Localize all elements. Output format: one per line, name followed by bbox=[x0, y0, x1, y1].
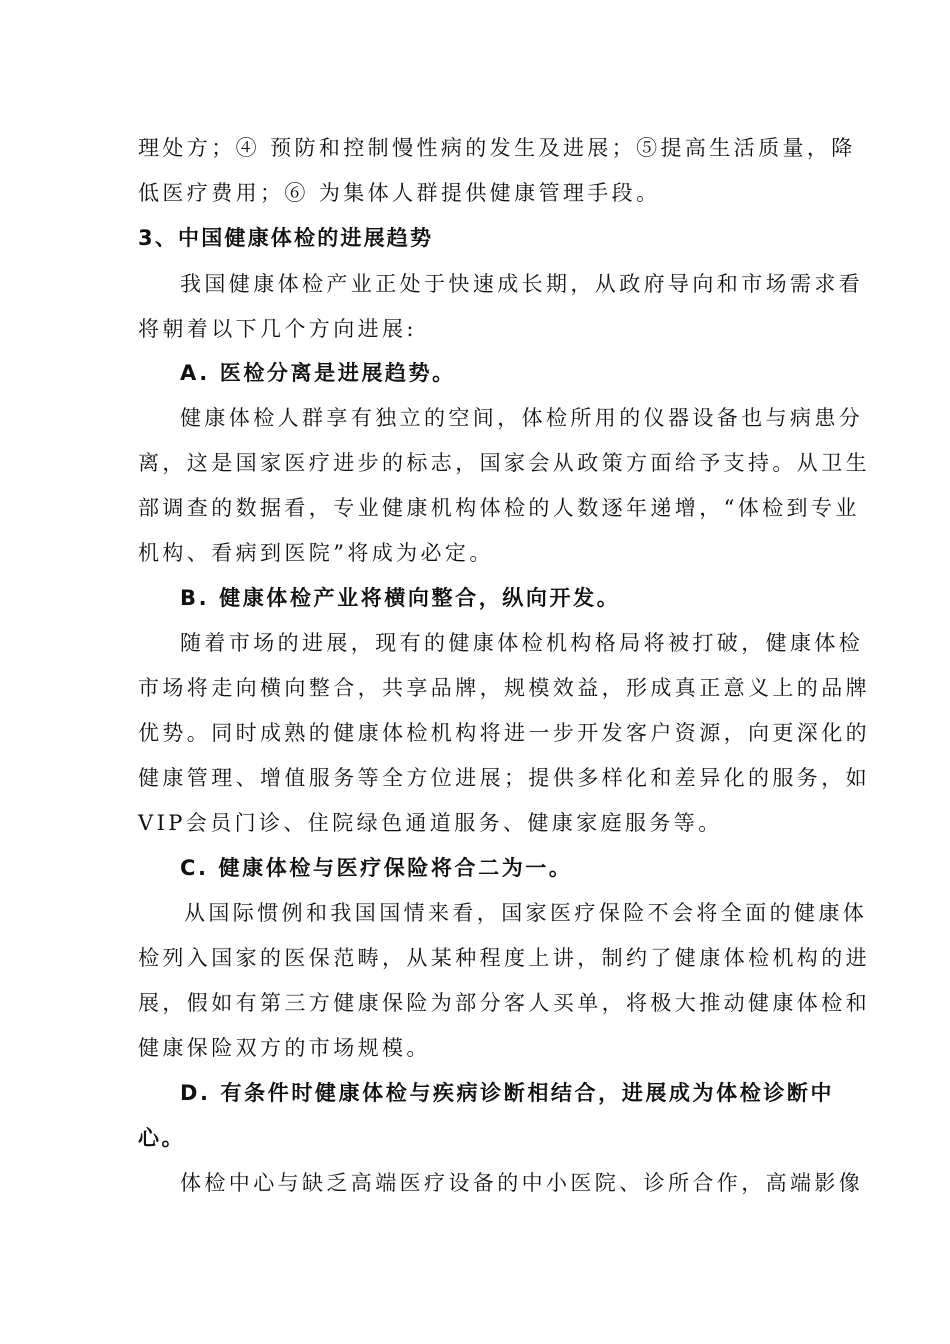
text-line: 理处方；④ 预防和控制慢性病的发生及进展；⑤提高生活质量，降 bbox=[138, 136, 856, 160]
text-line: 将朝着以下几个方向进展: bbox=[138, 317, 417, 341]
text-line: 优势。同时成熟的健康体检机构将进一步开发客户资源，向更深化的 bbox=[138, 721, 870, 745]
text-line: 离，这是国家医疗进步的标志，国家会从政策方面给予支持。从卫生 bbox=[138, 451, 870, 475]
text-line: 健康保险双方的市场规模。 bbox=[138, 1036, 431, 1060]
subheading-d: D. 有条件时健康体检与疾病诊断相结合，进展成为体检诊断中 bbox=[180, 1081, 835, 1105]
text-line: 低医疗费用；⑥ 为集体人群提供健康管理手段。 bbox=[138, 181, 661, 205]
text-line: 从国际惯例和我国国情来看，国家医疗保险不会将全面的健康体 bbox=[184, 901, 868, 925]
text-line: 健康体检人群享有独立的空间，体检所用的仪器设备也与病患分 bbox=[180, 406, 864, 430]
text-line: 健康管理、增值服务等全方位进展；提供多样化和差异化的服务，如 bbox=[138, 766, 870, 790]
text-line: 机构、看病到医院”将成为必定。 bbox=[138, 541, 494, 565]
text-line: VIP会员门诊、住院绿色通道服务、健康家庭服务等。 bbox=[138, 811, 723, 835]
subheading-a: A. 医检分离是进展趋势。 bbox=[180, 361, 456, 385]
text-line: 市场将走向横向整合，共享品牌，规模效益，形成真正意义上的品牌 bbox=[138, 676, 870, 700]
text-line: 展，假如有第三方健康保险为部分客人买单，将极大推动健康体检和 bbox=[138, 991, 870, 1015]
text-line: 随着市场的进展，现有的健康体检机构格局将被打破，健康体检 bbox=[180, 631, 864, 655]
subheading-b: B. 健康体检产业将横向整合，纵向开发。 bbox=[180, 586, 621, 610]
subheading-c: C. 健康体检与医疗保险将合二为一。 bbox=[180, 856, 573, 880]
subheading-d-continued: 心。 bbox=[138, 1126, 186, 1150]
text-line: 检列入国家的医保范畴，从某种程度上讲，制约了健康体检机构的进 bbox=[138, 946, 870, 970]
text-line: 体检中心与缺乏高端医疗设备的中小医院、诊所合作，高端影像 bbox=[180, 1171, 864, 1195]
section-heading: 3、中国健康体检的进展趋势 bbox=[138, 226, 434, 250]
text-line: 部调查的数据看，专业健康机构体检的人数逐年递增，“体检到专业 bbox=[138, 496, 860, 520]
text-line: 我国健康体检产业正处于快速成长期，从政府导向和市场需求看 bbox=[180, 272, 864, 296]
